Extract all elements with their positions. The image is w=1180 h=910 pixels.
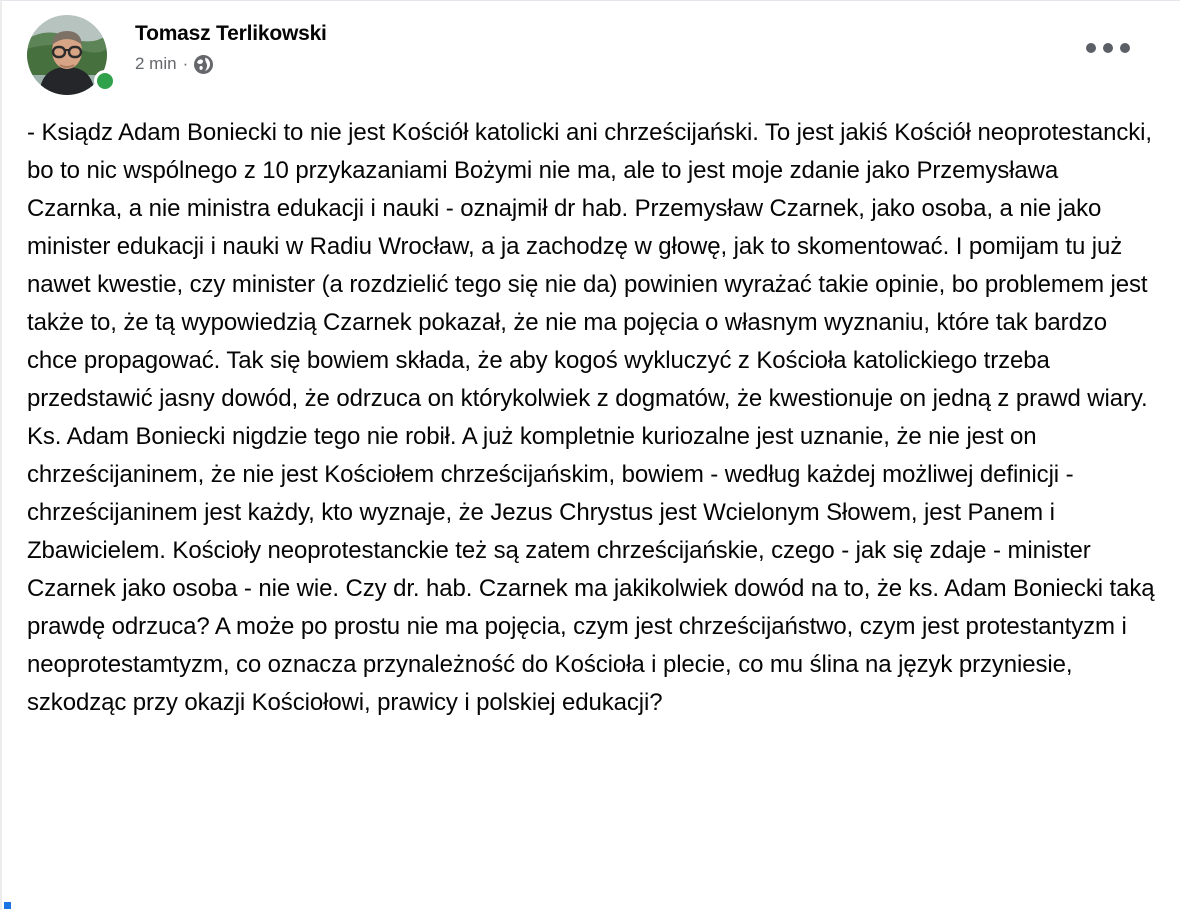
post-meta: [135, 54, 327, 74]
author-name[interactable]: Tomasz Terlikowski: [135, 22, 327, 45]
more-options-button[interactable]: [1080, 37, 1136, 59]
timestamp[interactable]: 2 min: [135, 54, 177, 73]
header-text: [135, 15, 327, 74]
text-cursor-artifact: [4, 902, 11, 909]
avatar[interactable]: [27, 15, 107, 95]
ellipsis-dot-icon: [1103, 43, 1113, 53]
ellipsis-dot-icon: [1120, 43, 1130, 53]
meta-separator: ·: [182, 54, 189, 73]
globe-public-icon: [194, 55, 213, 74]
post-body-text: - Ksiądz Adam Boniecki to nie jest Kościół katolicki ani chrześcijański. To jest jakiś Kościół neoprotestancki, bo to nic wspólnego z 10 przykazaniami Bożymi nie ma, ale to jest moje zdanie jako Przemysława Czarnka, a nie ministra edukacji i nauki - oznajmił dr hab. Przemysław Czarnek, jako osoba, a nie jako minister edukacji i nauki w Radiu Wrocław, a ja zachodzę w głowę, jak to skomentować. I pomijam tu już nawet kwestie, czy minister (a rozdzielić tego się nie da) powinien wyrażać takie opinie, bo problemem jest także to, że tą wypowiedzią Czarnek pokazał, że nie ma pojęcia o własnym wyznaniu, które tak bardzo chce propagować. Tak się bowiem składa, że aby kogoś wykluczyć z Kościoła katolickiego trzeba przedstawić jasny dowód, że odrzuca on którykolwiek z dogmatów, że kwestionuje on jedną z prawd wiary. Ks. Adam Boniecki nigdzie tego nie robił. A już kompletnie kuriozalne jest uznanie, że nie jest on chrześcijaninem, że nie jest Kościołem chrześcijańskim, bowiem - według każdej możliwej definicji - chrześcijaninem jest każdy, kto wyznaje, że Jezus Chrystus jest Wcielonym Słowem, jest Panem i Zbawicielem. Kościoły neoprotestanckie też są zatem chrześcijańskie, czego - jak się zdaje - minister Czarnek jako osoba - nie wie. Czy dr. hab. Czarnek ma jakikolwiek dowód na to, że ks. Adam Boniecki taką prawdę odrzuca? A może po prostu nie ma pojęcia, czym jest chrześcijaństwo, czym jest protestantyzm i neoprotestamtyzm, co oznacza przynależność do Kościoła i plecie, co mu ślina na język przyniesie, szkodząc przy okazji Kościołowi, prawicy i polskiej edukacji?: [27, 119, 1162, 716]
post-header: [2, 1, 1180, 95]
online-status-dot: [94, 70, 116, 92]
ellipsis-dot-icon: [1086, 43, 1096, 53]
